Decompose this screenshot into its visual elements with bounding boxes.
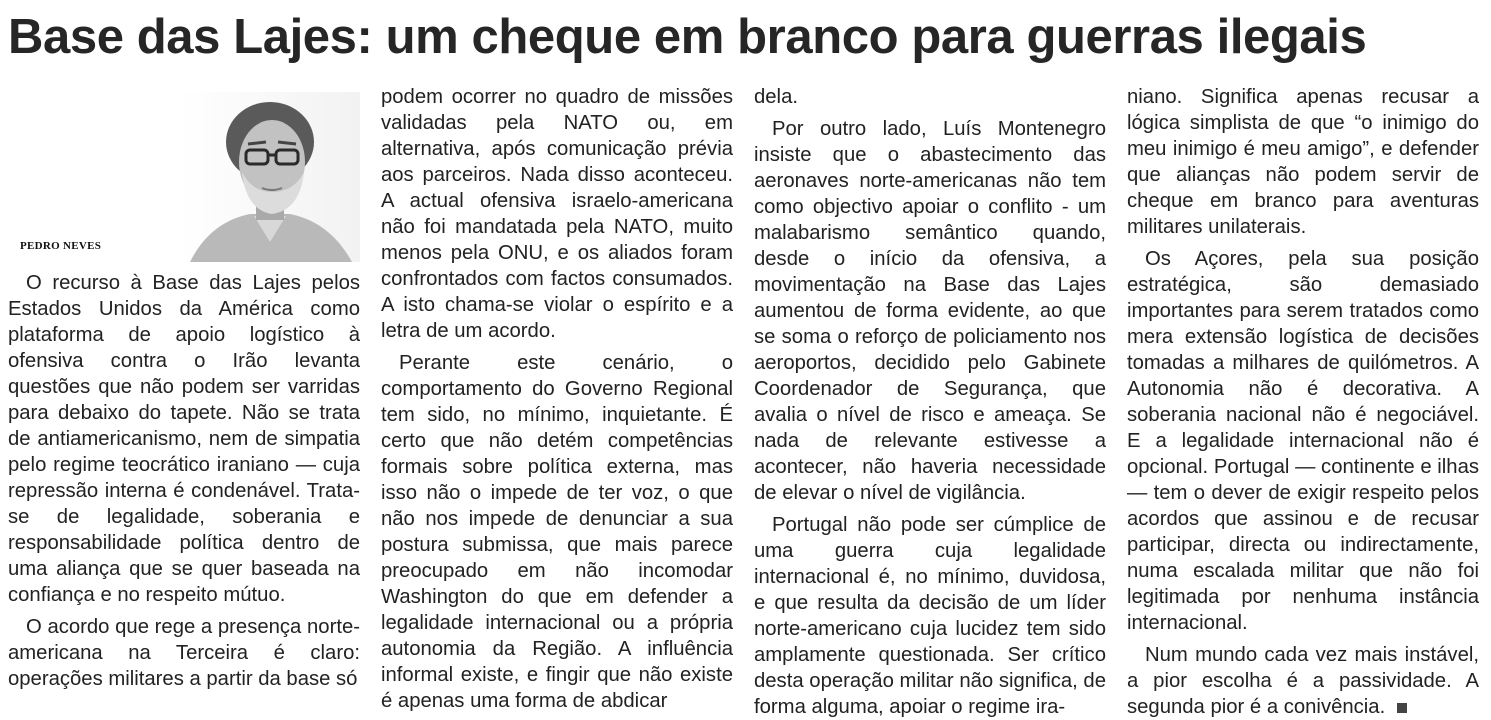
final-paragraph-text: Num mundo cada vez mais instável, a pior escolha é a passividade. A segunda pior é a conivência. xyxy=(1127,644,1479,718)
author-name: PEDRO NEVES xyxy=(20,240,102,252)
paragraph: dela. xyxy=(754,86,798,108)
article-column-4 xyxy=(1127,84,1479,718)
paragraph: O acordo que rege a presença norte-americana na Terceira é claro: operações militares a partir da base só xyxy=(8,616,360,690)
paragraph: O recurso à Base das Lajes pelos Estados Unidos da América como plataforma de apoio logístico à ofensiva contra o Irão levanta questões que não podem ser varridas para debaixo do tapete. Não se trata de antiamericanismo, nem de simpatia pelo regime teocrático iraniano — cuja repressão interna é condenável. Trata-se de legalidade, soberania e responsabilidade política dentro de uma aliança que se quer baseada na confiança e no respeito mútuo. xyxy=(8,272,360,606)
paragraph: Portugal não pode ser cúmplice de uma guerra cuja legalidade internacional é, no mínimo, duvidosa, e que resulta da decisão de um líder norte-americano cuja lucidez tem sido amplamente questionada. Ser crítico desta operação militar não significa, de forma alguma, apoiar o regime ira- xyxy=(754,514,1106,718)
article-headline: Base das Lajes: um cheque em branco para guerras ilegais xyxy=(8,10,1367,64)
paragraph: Os Açores, pela sua posição estratégica, são demasiado importantes para serem tratados como mera extensão logística de decisões tomadas a milhares de quilómetros. A Autonomia não é decorativa. A soberania nacional não é negociável. E a legalidade internacional não é opcional. Portugal — continente e ilhas — tem o dever de exigir respeito pelos acordos que assinou e de recusar participar, directa ou indirectamente, numa escalada militar que não foi legitimada por nenhuma instância internacional. xyxy=(1127,248,1479,634)
paragraph: Por outro lado, Luís Montenegro insiste que o abastecimento das aeronaves norte-americanas não tem como objectivo apoiar o conflito - um malabarismo semântico quando, desde o início da ofensiva, a movimentação na Base das Lajes aumentou de forma evidente, ao que se soma o reforço de policiamento nos aeroportos, decidido pelo Gabinete Coordenador de Segurança, que avalia o nível de risco e ameaça. Se nada de relevante estivesse a acontecer, não haveria necessidade de elevar o nível de vigilância. xyxy=(754,118,1106,504)
paragraph: Perante este cenário, o comportamento do Governo Regional tem sido, no mínimo, inquietante. É certo que não detém competências formais sobre política externa, mas isso não o impede de ter voz, o que não nos impede de denunciar a sua postura submissa, que mais parece preocupado em não incomodar Washington do que em defender a legalidade internacional ou a própria autonomia da Região. A influência informal existe, e fingir que não existe é apenas uma forma de abdicar xyxy=(381,352,733,712)
author-box xyxy=(8,84,360,264)
article-column-3 xyxy=(754,84,1106,718)
article-column-2 xyxy=(381,84,733,712)
article-column-1 xyxy=(8,84,360,694)
end-mark-icon xyxy=(1397,703,1407,713)
paragraph xyxy=(1127,642,1479,720)
author-portrait xyxy=(180,92,360,262)
paragraph: niano. Significa apenas recusar a lógica simplista de que “o inimigo do meu inimigo é meu amigo”, e defender que alianças não podem servir de cheque em branco para aventuras militares unilaterais. xyxy=(1127,86,1479,238)
paragraph: podem ocorrer no quadro de missões validadas pela NATO ou, em alternativa, após comunicação prévia aos parceiros. Nada disso aconteceu. A actual ofensiva israelo-americana não foi mandatada pela NATO, muito menos pela ONU, e os aliados foram confrontados com factos consumados. A isto chama-se violar o espírito e a letra de um acordo. xyxy=(381,86,733,342)
